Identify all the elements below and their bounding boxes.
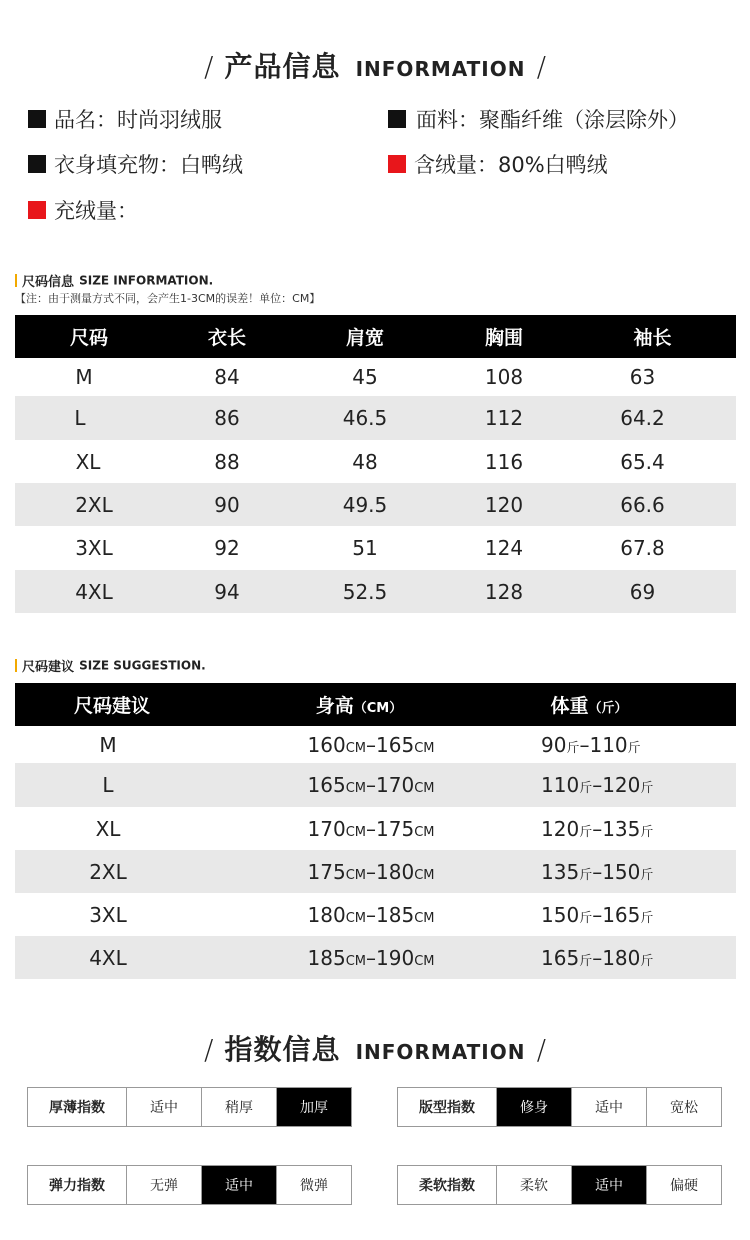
size-cell: M bbox=[99, 732, 117, 757]
weight-range-cell: 165斤–180斤 bbox=[541, 945, 654, 970]
height-range-cell: 160CM–165CM bbox=[307, 732, 435, 757]
square-bullet-icon bbox=[28, 155, 46, 173]
table-header bbox=[15, 683, 736, 726]
product-info-title bbox=[0, 45, 750, 85]
header-cell: 尺码 bbox=[69, 327, 108, 349]
heading-accent-bar bbox=[15, 274, 17, 287]
index-option: 适中 bbox=[127, 1088, 202, 1126]
title-cn: 指数信息 bbox=[224, 1033, 341, 1066]
title-cn: 产品信息 bbox=[224, 50, 341, 83]
table-cell: 48 bbox=[352, 449, 378, 474]
title-slash-right: / bbox=[536, 50, 547, 83]
info-text: 充绒量： bbox=[54, 199, 138, 223]
index-fit bbox=[397, 1087, 722, 1127]
header-cell: 尺码建议 bbox=[73, 695, 150, 717]
title-en: INFORMATION bbox=[355, 57, 526, 81]
title-slash-right: / bbox=[536, 1033, 547, 1066]
heading-en: SIZE INFORMATION. bbox=[79, 273, 214, 288]
header-cell: 衣长 bbox=[207, 327, 246, 349]
table-cell: 112 bbox=[484, 406, 524, 430]
table-row bbox=[15, 726, 736, 763]
info-item-down-content bbox=[388, 149, 608, 179]
index-option: 无弹 bbox=[127, 1166, 202, 1204]
table-cell: 65.4 bbox=[620, 449, 665, 474]
index-option: 柔软 bbox=[497, 1166, 572, 1204]
weight-range-cell: 150斤–165斤 bbox=[541, 902, 654, 927]
square-bullet-icon bbox=[28, 110, 46, 128]
weight-range-cell: 120斤–135斤 bbox=[541, 816, 654, 841]
heading-cn: 尺码信息 bbox=[22, 275, 75, 290]
index-option-selected: 加厚 bbox=[277, 1088, 351, 1126]
title-slash-left: / bbox=[203, 1033, 214, 1066]
table-cell: 124 bbox=[484, 536, 524, 560]
index-label: 弹力指数 bbox=[28, 1166, 127, 1204]
size-cell: 2XL bbox=[89, 859, 127, 884]
size-note: 【注：由于测量方式不同，会产生1-3CM的误差！单位：CM】 bbox=[15, 292, 321, 305]
table-cell: 4XL bbox=[75, 579, 113, 604]
table-cell: 86 bbox=[214, 406, 240, 430]
height-range-cell: 170CM–175CM bbox=[307, 816, 435, 841]
table-row bbox=[15, 440, 736, 483]
header-cell: 胸围 bbox=[484, 327, 523, 349]
size-cell: 3XL bbox=[89, 902, 127, 927]
table-row bbox=[15, 807, 736, 850]
table-cell: 2XL bbox=[75, 492, 113, 517]
weight-range-cell: 90斤–110斤 bbox=[541, 732, 641, 757]
square-bullet-icon bbox=[388, 110, 406, 128]
index-elasticity bbox=[27, 1165, 352, 1205]
table-cell: 49.5 bbox=[342, 492, 388, 517]
table-cell: L bbox=[74, 406, 86, 430]
table-row bbox=[15, 526, 736, 570]
index-option-selected: 适中 bbox=[202, 1166, 277, 1204]
height-range-cell: 165CM–170CM bbox=[307, 773, 435, 797]
heading-cn: 尺码建议 bbox=[22, 660, 75, 675]
heading-en: SIZE SUGGESTION. bbox=[79, 658, 206, 673]
table-cell: 67.8 bbox=[620, 536, 665, 560]
table-cell: 120 bbox=[484, 492, 524, 517]
table-row bbox=[15, 358, 736, 396]
size-cell: L bbox=[102, 773, 114, 797]
table-row bbox=[15, 893, 736, 936]
header-cell: 袖长 bbox=[633, 327, 672, 349]
info-item-fabric bbox=[388, 104, 689, 134]
index-option: 偏硬 bbox=[670, 1178, 698, 1194]
table-cell: 84 bbox=[214, 365, 240, 389]
table-row bbox=[15, 850, 736, 893]
info-text: 衣身填充物：白鸭绒 bbox=[54, 153, 243, 177]
index-thickness bbox=[27, 1087, 352, 1127]
info-text: 品名：时尚羽绒服 bbox=[54, 108, 222, 132]
info-text: 含绒量：80%白鸭绒 bbox=[414, 153, 608, 177]
table-row bbox=[15, 483, 736, 526]
title-en: INFORMATION bbox=[355, 1040, 526, 1064]
index-option-selected: 修身 bbox=[497, 1088, 572, 1126]
table-cell: 64.2 bbox=[620, 406, 665, 430]
index-option-selected: 适中 bbox=[572, 1166, 647, 1204]
table-cell: 46.5 bbox=[342, 406, 388, 430]
size-suggestion-table bbox=[15, 683, 736, 979]
header-cell: 肩宽 bbox=[345, 327, 384, 349]
table-cell: 52.5 bbox=[342, 579, 388, 604]
red-square-bullet-icon bbox=[28, 201, 46, 219]
index-option: 微弹 bbox=[300, 1178, 328, 1194]
index-label: 版型指数 bbox=[398, 1088, 497, 1126]
info-item-filling bbox=[28, 149, 243, 179]
size-info-table bbox=[15, 315, 736, 613]
header-cell: 身高（CM） bbox=[315, 695, 403, 717]
size-info-heading bbox=[15, 270, 213, 290]
table-cell: 108 bbox=[484, 365, 524, 389]
table-cell: 94 bbox=[214, 579, 240, 604]
table-row bbox=[15, 936, 736, 979]
info-item-name bbox=[28, 104, 222, 134]
table-cell: 128 bbox=[484, 579, 524, 604]
index-option: 宽松 bbox=[670, 1100, 698, 1116]
table-cell: 66.6 bbox=[620, 492, 665, 517]
index-option: 适中 bbox=[572, 1088, 647, 1126]
index-label: 厚薄指数 bbox=[28, 1088, 127, 1126]
table-row bbox=[15, 570, 736, 613]
table-row bbox=[15, 396, 736, 440]
index-softness bbox=[397, 1165, 722, 1205]
suggestion-rows bbox=[15, 726, 736, 979]
size-cell: 4XL bbox=[89, 945, 127, 970]
table-cell: 45 bbox=[352, 365, 378, 389]
weight-range-cell: 135斤–150斤 bbox=[541, 859, 654, 884]
index-info-title bbox=[0, 1028, 750, 1068]
info-text: 面料：聚酯纤维（涂层除外） bbox=[416, 108, 689, 132]
table-cell: 88 bbox=[214, 449, 240, 474]
table-row bbox=[15, 763, 736, 807]
table-cell: 92 bbox=[214, 536, 240, 560]
weight-range-cell: 110斤–120斤 bbox=[541, 773, 654, 797]
table-cell: 116 bbox=[484, 449, 524, 474]
index-label: 柔软指数 bbox=[398, 1166, 497, 1204]
height-range-cell: 175CM–180CM bbox=[307, 859, 435, 884]
index-option: 稍厚 bbox=[202, 1088, 277, 1126]
table-cell: 63 bbox=[629, 365, 656, 389]
header-cell: 体重（斤） bbox=[550, 695, 628, 717]
heading-accent-bar bbox=[15, 659, 17, 672]
table-cell: 51 bbox=[352, 536, 378, 560]
height-range-cell: 185CM–190CM bbox=[307, 945, 435, 970]
table-cell: 3XL bbox=[75, 536, 113, 560]
table-header bbox=[15, 315, 736, 358]
table-cell: M bbox=[75, 365, 93, 389]
size-suggestion-heading bbox=[15, 655, 206, 675]
info-item-fill-amount bbox=[28, 195, 138, 225]
table-cell: 90 bbox=[214, 492, 240, 517]
size-cell: XL bbox=[95, 816, 121, 841]
red-square-bullet-icon bbox=[388, 155, 406, 173]
title-slash-left: / bbox=[203, 50, 214, 83]
table-cell: XL bbox=[75, 449, 101, 474]
height-range-cell: 180CM–185CM bbox=[307, 902, 435, 927]
table-cell: 69 bbox=[629, 579, 656, 604]
